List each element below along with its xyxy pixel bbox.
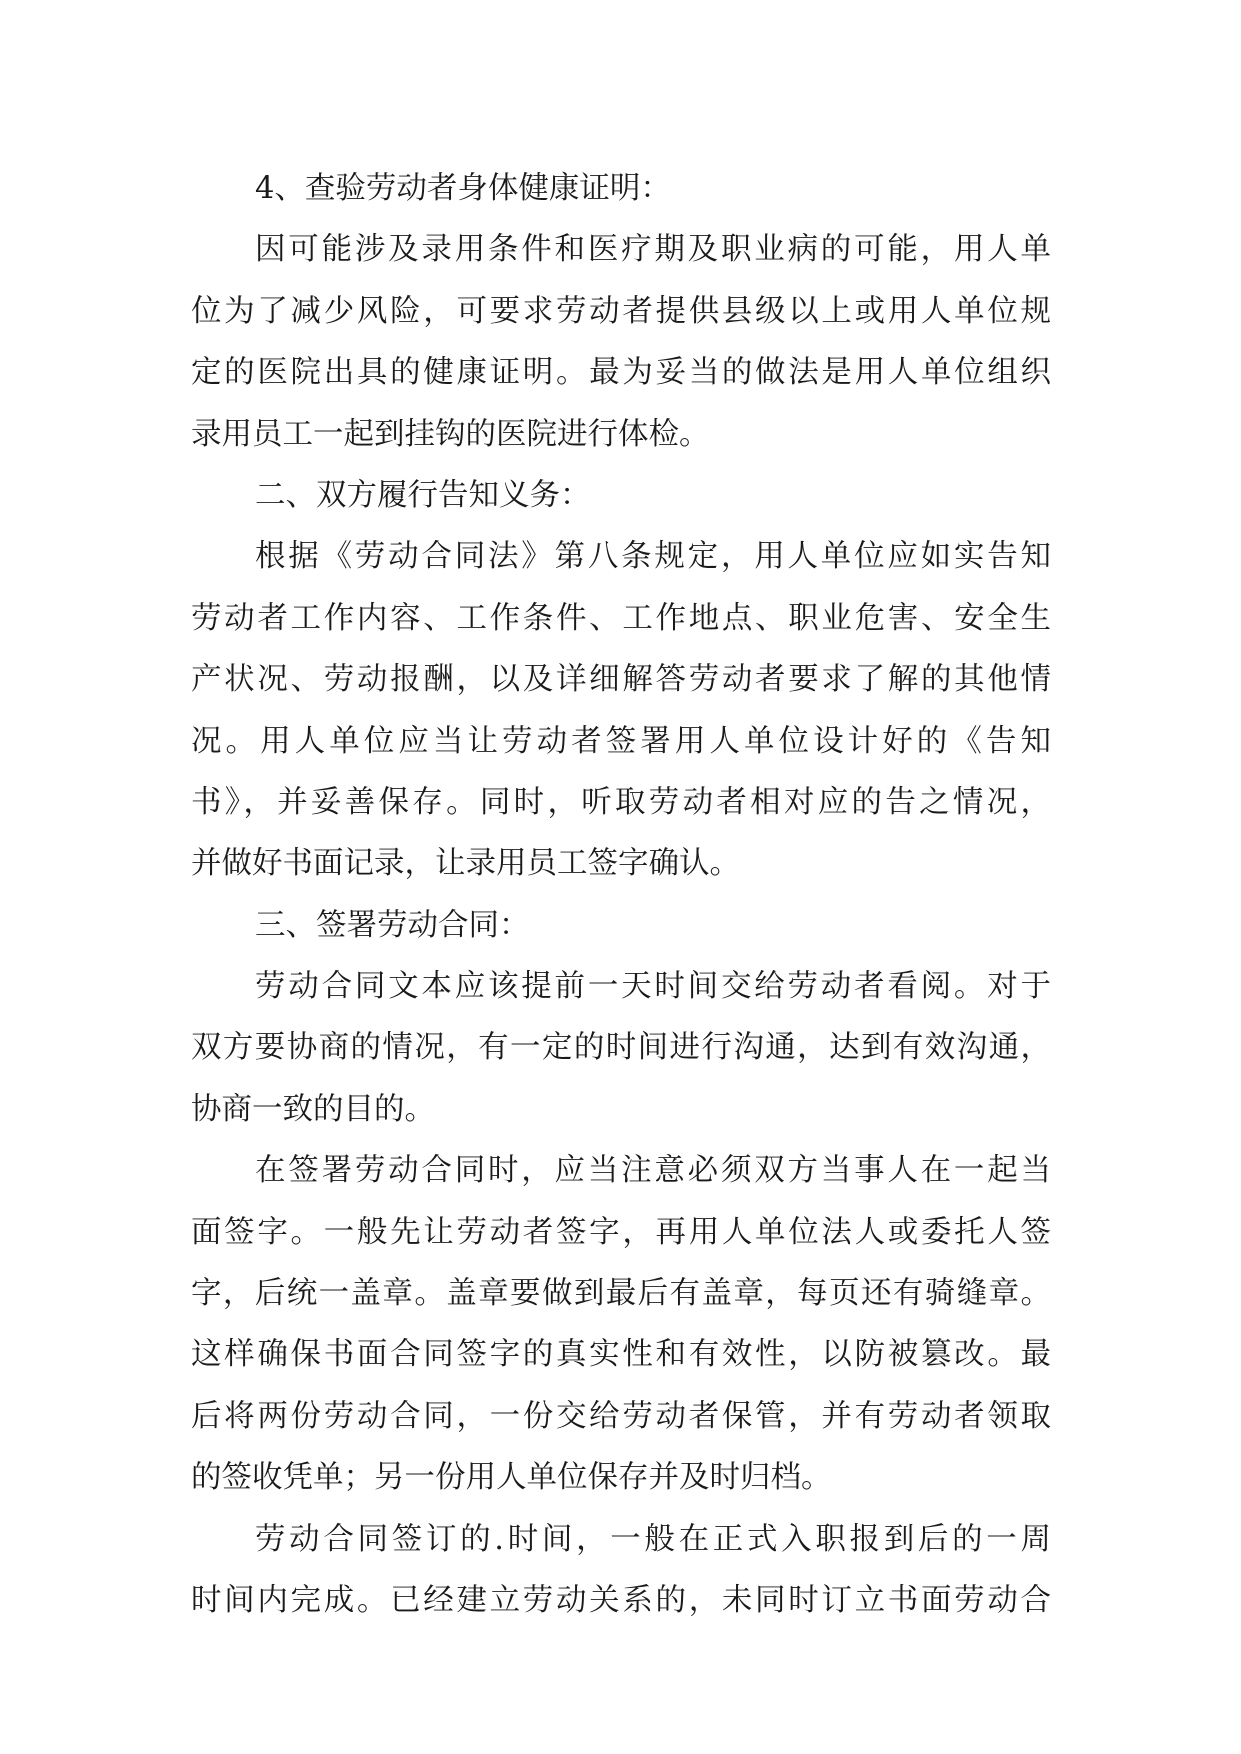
text-line: 书》，并妥善保存。同时，听取劳动者相对应的告之情况， [191,784,1051,820]
text-line: 劳动合同文本应该提前一天时间交给劳动者看阅。对于 [255,969,1051,1005]
text-line: 字，后统一盖章。盖章要做到最后有盖章，每页还有骑缝章。 [191,1276,1051,1312]
text-line: 面签字。一般先让劳动者签字，再用人单位法人或委托人签 [191,1214,1051,1250]
text-line: 况。用人单位应当让劳动者签署用人单位设计好的《告知 [191,723,1051,759]
text-line: 劳动合同签订的.时间，一般在正式入职报到后的一周 [255,1521,1051,1557]
text-line: 录用员工一起到挂钩的医院进行体检。 [191,416,710,452]
text-line: 在签署劳动合同时，应当注意必须双方当事人在一起当 [255,1153,1051,1189]
text-line: 因可能涉及录用条件和医疗期及职业病的可能，用人单 [255,232,1051,268]
document-page [191,158,1051,1631]
text-line: 协商一致的目的。 [191,1091,435,1127]
text-line: 并做好书面记录，让录用员工签字确认。 [191,846,740,882]
text-line: 双方要协商的情况，有一定的时间进行沟通，达到有效沟通， [191,1030,1051,1066]
text-line: 位为了减少风险，可要求劳动者提供县级以上或用人单位规 [191,293,1051,329]
text-line: 后将两份劳动合同，一份交给劳动者保管，并有劳动者领取 [191,1398,1051,1434]
text-line: 劳动者工作内容、工作条件、工作地点、职业危害、安全生 [191,600,1051,636]
text-line: 产状况、劳动报酬，以及详细解答劳动者要求了解的其他情 [191,662,1051,698]
text-line: 定的医院出具的健康证明。最为妥当的做法是用人单位组织 [191,355,1051,391]
text-line: 的签收凭单；另一份用人单位保存并及时归档。 [191,1460,832,1496]
text-line: 时间内完成。已经建立劳动关系的，未同时订立书面劳动合 [191,1582,1051,1618]
text-line: 这样确保书面合同签字的真实性和有效性，以防被篡改。最 [191,1337,1051,1373]
section-heading: 三、签署劳动合同： [255,907,530,943]
text-line: 根据《劳动合同法》第八条规定，用人单位应如实告知 [255,539,1051,575]
section-heading: 二、双方履行告知义务： [255,477,591,513]
text-line: 4、查验劳动者身体健康证明： [255,171,671,206]
